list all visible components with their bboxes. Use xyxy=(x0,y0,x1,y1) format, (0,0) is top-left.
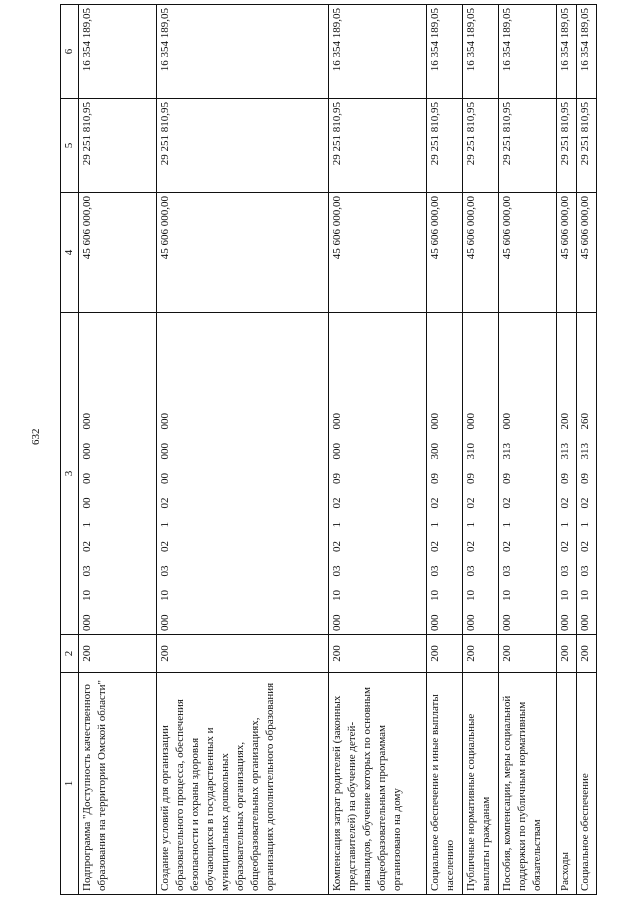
row-admin-code: 200 xyxy=(499,635,557,673)
row-name: Подпрограмма "Доступность качественного образования на территории Омской области" xyxy=(79,673,157,895)
row-budget-code: 000 10 03 02 1 02 00 000 000 xyxy=(157,313,329,635)
page-number: 632 xyxy=(30,428,42,445)
row-value-col4: 45 606 000,00 xyxy=(427,193,463,313)
row-value-col4: 45 606 000,00 xyxy=(499,193,557,313)
row-value-col6: 16 354 189,05 xyxy=(79,5,157,99)
row-value-col6: 16 354 189,05 xyxy=(577,5,597,99)
row-value-col6: 16 354 189,05 xyxy=(463,5,499,99)
row-name: Пособия, компенсации, меры социальной поддержки по публичным нормативным обязательствам xyxy=(499,673,557,895)
row-name: Компенсация затрат родителей (законных представителей) на обучение детей-инвалидов, обучение которых по основным общеобразовательным программам организовано на дому xyxy=(329,673,427,895)
row-name: Создание условий для организации образовательного процесса, обеспечения безопасности и охраны здоровья обучающихся в государственных и муниципальных дошкольных образовательных организациях, общеобразовательных организациях, организациях дополнительного образования xyxy=(157,673,329,895)
row-value-col5: 29 251 810,95 xyxy=(463,99,499,193)
row-value-col5: 29 251 810,95 xyxy=(577,99,597,193)
row-value-col6: 16 354 189,05 xyxy=(499,5,557,99)
row-name: Публичные нормативные социальные выплаты гражданам xyxy=(463,673,499,895)
row-value-col6: 16 354 189,05 xyxy=(557,5,577,99)
column-number-row xyxy=(61,5,79,895)
row-value-col6: 16 354 189,05 xyxy=(427,5,463,99)
row-value-col4: 45 606 000,00 xyxy=(329,193,427,313)
table-row xyxy=(427,5,463,895)
row-admin-code: 200 xyxy=(329,635,427,673)
row-value-col4: 45 606 000,00 xyxy=(557,193,577,313)
table-row xyxy=(499,5,557,895)
column-header: 5 xyxy=(61,99,79,193)
row-admin-code: 200 xyxy=(557,635,577,673)
row-budget-code: 000 10 03 02 1 00 00 000 000 xyxy=(79,313,157,635)
column-header: 1 xyxy=(61,673,79,895)
row-admin-code: 200 xyxy=(157,635,329,673)
row-admin-code: 200 xyxy=(463,635,499,673)
row-name: Социальное обеспечение xyxy=(577,673,597,895)
table-row xyxy=(79,5,157,895)
row-admin-code: 200 xyxy=(79,635,157,673)
table-row xyxy=(157,5,329,895)
row-budget-code: 000 10 03 02 1 02 09 313 260 xyxy=(577,313,597,635)
budget-table xyxy=(60,4,597,895)
row-value-col6: 16 354 189,05 xyxy=(329,5,427,99)
row-budget-code: 000 10 03 02 1 02 09 313 000 xyxy=(499,313,557,635)
column-header: 6 xyxy=(61,5,79,99)
rotated-budget-table-container xyxy=(60,5,590,895)
row-value-col5: 29 251 810,95 xyxy=(499,99,557,193)
row-budget-code: 000 10 03 02 1 02 09 313 200 xyxy=(557,313,577,635)
row-value-col6: 16 354 189,05 xyxy=(157,5,329,99)
column-header: 3 xyxy=(61,313,79,635)
table-row xyxy=(557,5,577,895)
table-row xyxy=(577,5,597,895)
table-row xyxy=(463,5,499,895)
row-value-col5: 29 251 810,95 xyxy=(557,99,577,193)
column-header: 4 xyxy=(61,193,79,313)
column-header: 2 xyxy=(61,635,79,673)
row-name: Расходы xyxy=(557,673,577,895)
row-budget-code: 000 10 03 02 1 02 09 000 000 xyxy=(329,313,427,635)
row-value-col4: 45 606 000,00 xyxy=(157,193,329,313)
row-value-col4: 45 606 000,00 xyxy=(79,193,157,313)
row-value-col4: 45 606 000,00 xyxy=(577,193,597,313)
row-admin-code: 200 xyxy=(577,635,597,673)
row-value-col4: 45 606 000,00 xyxy=(463,193,499,313)
row-admin-code: 200 xyxy=(427,635,463,673)
row-value-col5: 29 251 810,95 xyxy=(157,99,329,193)
table-row xyxy=(329,5,427,895)
row-budget-code: 000 10 03 02 1 02 09 300 000 xyxy=(427,313,463,635)
row-value-col5: 29 251 810,95 xyxy=(427,99,463,193)
row-name: Социальное обеспечение и иные выплаты населению xyxy=(427,673,463,895)
row-value-col5: 29 251 810,95 xyxy=(329,99,427,193)
row-budget-code: 000 10 03 02 1 02 09 310 000 xyxy=(463,313,499,635)
row-value-col5: 29 251 810,95 xyxy=(79,99,157,193)
